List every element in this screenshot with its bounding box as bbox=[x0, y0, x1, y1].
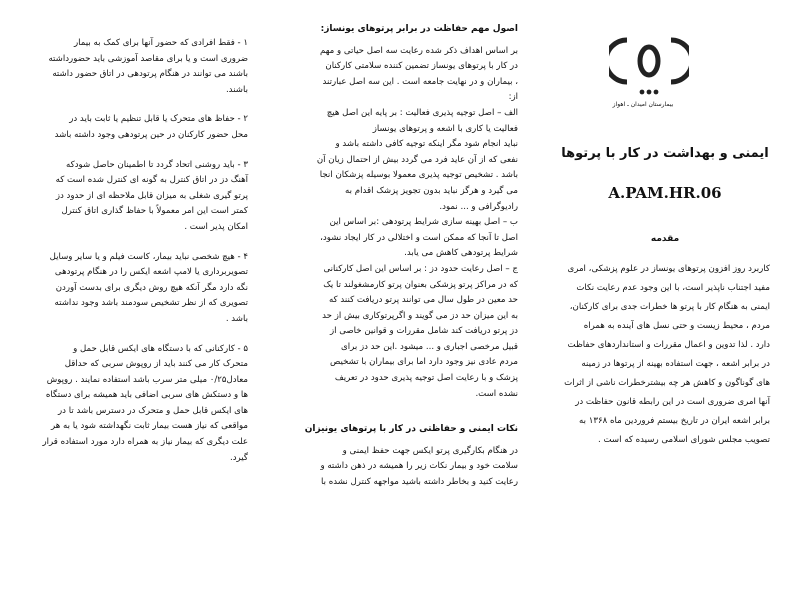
principle-b: ب – اصل بهینه سازی شرایط پرتودهی :بر اساس این اصل تا آنجا که ممکن است و اختلالی در کار ایجاد نشود، شرایط پرتودهی کاهش می یابد. bbox=[320, 217, 518, 259]
intro-text: کاربرد روز افزون پرتوهای یونساز در علوم پزشکی، امری مفید اجتناب ناپذیر است، با این وجود عدم رعایت نکات ایمنی به هنگام کار با پرتو ها خطرات جدی برای کارکنان، مردم ، محیط زیست و حتی نسل های آینده به همراه دارد . لذا تدوین و اعمال مقررات و استانداردهای حفاظت در برابر اشعه ، جهت استفاده بهینه از پرتوها در زمینه های گوناگون و کاهش هر چه بیشترخطرات ناشی از اثرات آنها امری ضروری است در این رابطه قانون حفاظت در برابر اشعه ایران در تاریخ بیستم فروردین ماه ۱۳۶۸ به تصویب مجلس شورای اسلامی رسیده که است . bbox=[564, 264, 770, 445]
point-item: ۳ - باید روشنی اتحاد گردد تا اطمینان حاصل شودکه آهنگ دز در اتاق کنترل به گونه ای کنترل شده است که پرتو گیری شغلی به میزان قابل ملاحظه ای از حدود دز کمتر است این امر معمولاً با حفاظ گذاری اتاق کنترل امکان پذیر است . bbox=[55, 159, 248, 232]
principles-intro: بر اساس اهداف ذکر شده رعایت سه اصل حیاتی و مهم در کار با پرتوهای یونساز تضمین کننده سلامتی کارکنان ، بیماران و در نهایت جامعه است . این سه اصل عبارتند از: bbox=[320, 45, 518, 103]
intro-heading: مقدمه bbox=[650, 234, 680, 244]
safety-heading: نکات ایمنی و حفاظتی در کار با پرتوهای یونیزان bbox=[304, 424, 518, 435]
hospital-name: بیمارستان امیدان ـ اهواز bbox=[612, 101, 674, 108]
document-code: A.PAM.HR.06 bbox=[608, 184, 722, 202]
principles-column bbox=[292, 22, 518, 491]
hospital-logo-icon bbox=[609, 28, 689, 100]
points-column bbox=[24, 36, 248, 466]
point-item: ۵ - کارکنانی که با دستگاه های ایکس قابل حمل و متحرک کار می کنند باید از روپوش سربی که حداقل معادل۰/۲۵ میلی متر سرب باشد استفاده نمایند . روپوش ها و دستکش های سربی اضافی باید همیشه برای دستگاه های ایکس قابل حمل و متحرک در دسترس باشد تا در مواقعی که نیاز هست بیمار ثابت نگهداشته شود یا به هر علت دیگری که بیمار نیاز به همراه دارد مورد استفاده قرار گیرد. bbox=[42, 343, 248, 463]
principle-a: الف – اصل توجیه پذیری فعالیت : بر پایه این اصل هیچ فعالیت یا کاری با اشعه و پرتوهای یونساز نباید انجام شود مگر اینکه توجیه کافی داشته باشد و نفعی که از آن عاید فرد می گردد بیش از احتمال زیان آن باشد . تشخیص توجیه پذیری معمولا بوسیله پزشکان انجا می گیرد و هرگز نباید بدون تجویز پزشک اقدام به رادیوگرافی و ... نمود. bbox=[316, 107, 518, 212]
page-title: ایمنی و بهداشت در کار با پرتوها bbox=[561, 146, 769, 161]
point-item: ۲ - حفاظ های متحرک یا قابل تنظیم یا ثابت باید در محل حضور کارکنان در حین پرتودهی وجود داشته باشد bbox=[54, 114, 248, 140]
point-item: ۱ - فقط افرادی که حضور آنها برای کمک به بیمار ضروری است و یا برای مقاصد آموزشی باید حضورداشته باشند می توانند در هنگام پرتودهی در اتاق حضور داشته باشند. bbox=[48, 38, 248, 95]
principle-c: ج – اصل رعایت حدود دز : بر اساس این اصل کارکنانی که در مراکز پرتو پزشکی بعنوان پرتو کارمشغولند تا یک حد معین در طول سال می توانند پرتو دریافت کنند که به این میزان حد دز می گویند و اگرپرتوکاری بیش از حد دز پرتو دریافت کند شامل مقررات و قوانین خاصی از قبیل مرخصی اجباری و ... میشود .این حد دز برای مردم عادی نیز وجود دارد اما برای بیماران با تشخیص پزشک و با رعایت اصل توجیه پذیری حدود در تعریف نشده است. bbox=[322, 263, 518, 399]
safety-text: در هنگام بکارگیری پرتو ایکس جهت حفظ ایمنی و سلامت خود و بیمار نکات زیر را همیشه در ذهن داشته و رعایت کنید و بخاطر داشته باشید مواجهه کنترل نشده با bbox=[320, 445, 518, 488]
point-item: ۴ - هیچ شخصی نباید بیمار، کاست فیلم و یا سایر وسایل تصویربرداری یا لامپ اشعه ایکس را در هنگام پرتودهی نگه دارد مگر آنکه هیچ روش دیگری برای بدست آوردن تصویری که از نظر تشخیص سودمند باشد وجود نداشته باشد . bbox=[49, 251, 248, 324]
principles-heading: اصول مهم حفاظت در برابر پرتوهای یونساز: bbox=[320, 24, 518, 34]
